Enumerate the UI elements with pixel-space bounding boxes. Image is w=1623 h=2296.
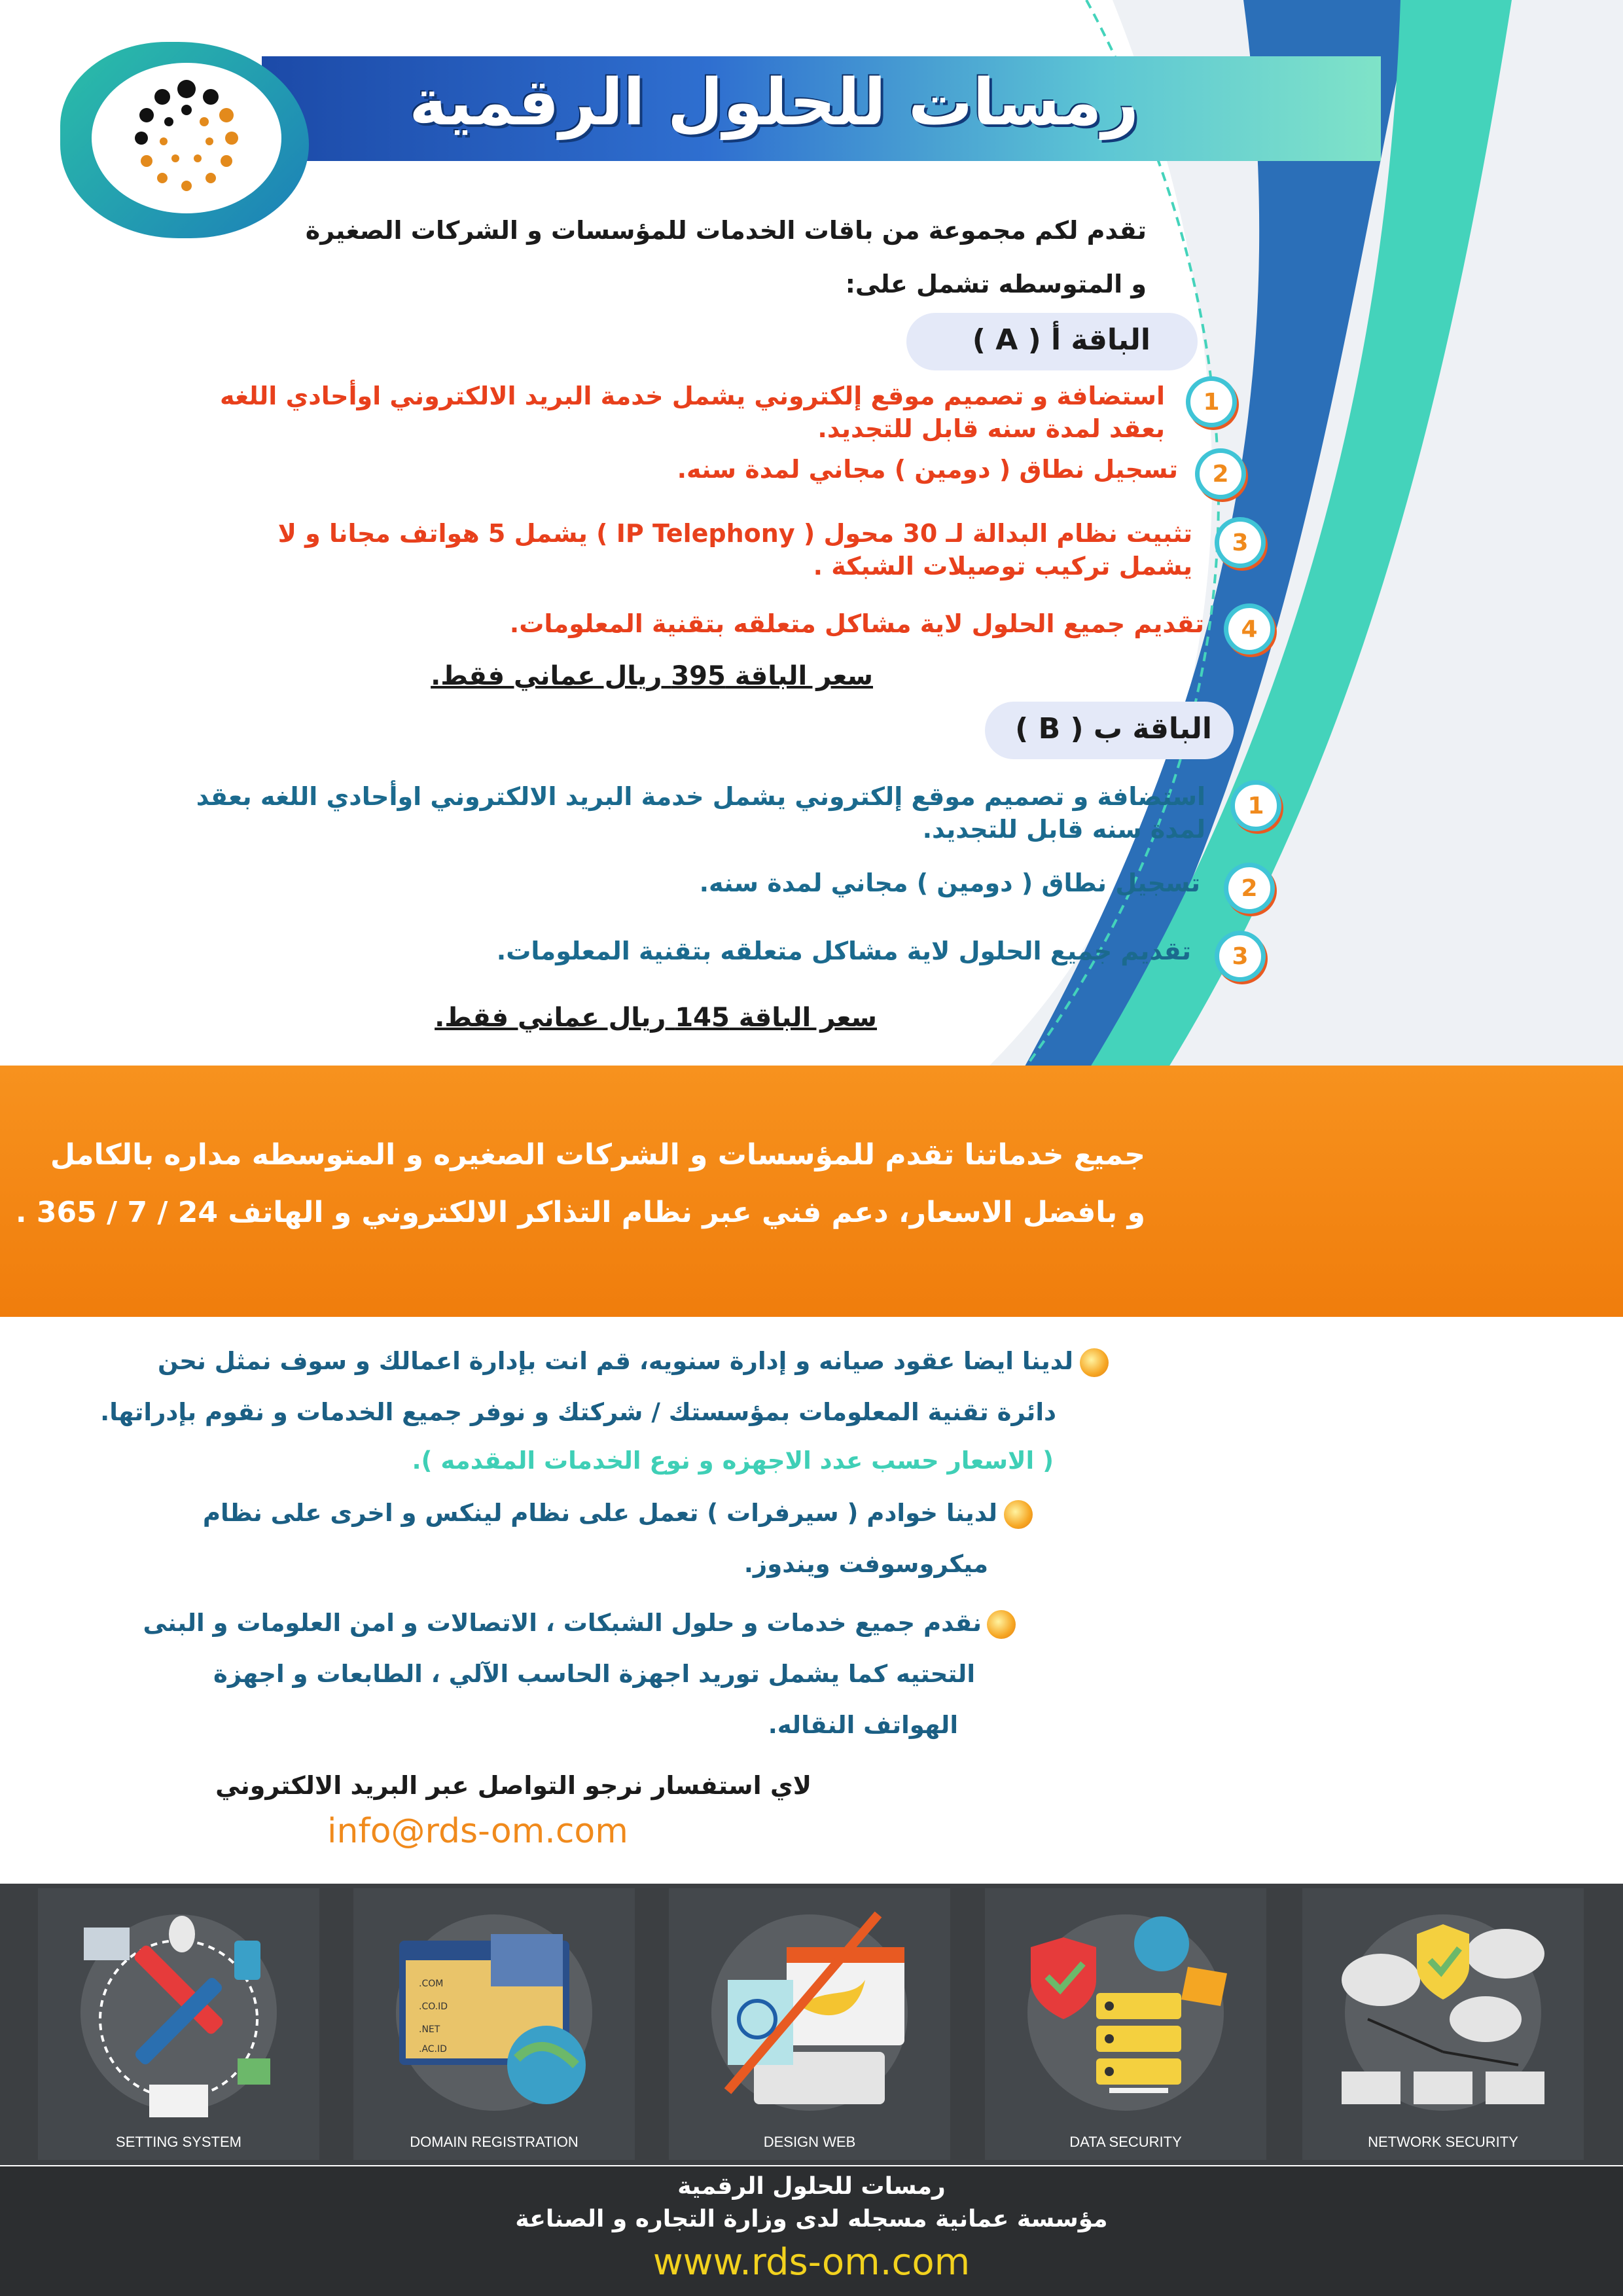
company-logo [92,63,281,213]
maintenance-line-1: لدينا ايضا عقود صيانه و إدارة سنويه، قم انت بإدارة اعمالك و سوف نمثل نحن [158,1347,1073,1375]
service-label: NETWORK SECURITY [1368,2134,1518,2150]
cloud-network-icon [1329,1908,1558,2124]
package-a-price: سعر الباقة 395 ريال عماني فقط. [431,661,873,691]
service-data-security [985,1888,1266,2160]
package-a-item-2-badge: 2 [1195,448,1246,499]
bullet-icon [1080,1348,1109,1377]
package-b-item-3-line-1: تقديم جميع الحلول لاية مشاكل متعلقه بتقنية المعلومات. [496,937,1191,965]
package-b-item-1-line-2: لمدة سنه قابل للتجديد. [922,815,1205,844]
maintenance-note: ( الاسعار حسب عدد الاجهزه و نوع الخدمات المقدمه ). [412,1446,1054,1475]
package-a-item-1-line-2: بعقد لمدة سنه قابل للتجديد. [817,414,1165,443]
tools-icon [77,1914,280,2117]
svg-text:.CO.ID: .CO.ID [419,2001,448,2012]
support-line-1: جميع خدماتنا تقدم للمؤسسات و الشركات الصغيره و المتوسطه مداره بالكامل [50,1138,1145,1172]
service-design-web [669,1888,950,2160]
contact-text: لاي استفسار نرجو التواصل عبر البريد الالكتروني [215,1771,812,1800]
package-a-item-4-line-1: تقديم جميع الحلول لاية مشاكل متعلقه بتقنية المعلومات. [509,609,1204,638]
service-domain-registration [353,1888,635,2160]
servers-line-2: ميكروسوفت ويندوز. [743,1550,988,1578]
intro-line-2: و المتوسطه تشمل على: [845,270,1147,298]
package-a-item-4-badge: 4 [1224,603,1275,655]
service-label: SETTING SYSTEM [116,2134,241,2150]
page-title: رمسات للحلول الرقمية [409,65,1139,140]
contact-email-link[interactable]: info@rds-om.com [327,1812,628,1851]
svg-text:.AC.ID: .AC.ID [419,2044,447,2054]
network-line-1: نقدم جميع خدمات و حلول الشبكات ، الاتصالات و امن العلومات و البنى [143,1609,982,1637]
intro-line-1: تقدم لكم مجموعة من باقات الخدمات للمؤسسات و الشركات الصغيرة [305,216,1147,245]
svg-text:.COM: .COM [419,1979,444,1989]
domain-icon [386,1914,602,2124]
footer-company-name: رمسات للحلول الرقمية [677,2173,946,2200]
service-network-security [1302,1888,1584,2160]
design-icon [702,1908,918,2124]
package-a-item-3-badge: 3 [1215,517,1266,568]
package-a-item-2-line-1: تسجيل نطاق ( دومين ) مجاني لمدة سنه. [677,455,1178,484]
package-a-item-1-badge: 1 [1186,376,1237,427]
package-b-item-3-badge: 3 [1215,931,1266,982]
service-label: DATA SECURITY [1069,2134,1182,2150]
footer-registration: مؤسسة عمانية مسجله لدى وزارة التجاره و الصناعة [515,2206,1108,2233]
network-line-3: الهواتف النقاله. [768,1711,958,1739]
package-b-item-2-badge: 2 [1224,863,1275,914]
package-b-item-1-badge: 1 [1230,780,1281,831]
service-setting-system [38,1888,319,2160]
footer-website-link[interactable]: www.rds-om.com [652,2241,971,2284]
package-a-label: الباقة أ ( A ) [972,323,1150,357]
package-b-item-1-line-1: استضافة و تصميم موقع إلكتروني يشمل خدمة البريد الالكتروني اوأحادي اللغه بعقد [196,782,1205,811]
logo-dots-icon [92,63,281,213]
network-line-2: التحتيه كما يشمل توريد اجهزة الحاسب الآلي ، الطابعات و اجهزة [213,1660,975,1688]
support-line-2: و بافضل الاسعار، دعم فني عبر نظام التذاكر الالكتروني و الهاتف 24 / 7 / 365 . [15,1196,1145,1229]
svg-text:.NET: .NET [419,2024,440,2035]
package-a-item-3-line-2: يشمل تركيب توصيلات الشبكة . [813,552,1192,581]
bullet-icon [987,1610,1016,1639]
service-label: DOMAIN REGISTRATION [410,2134,579,2150]
package-b-item-2-line-1: تسجيل نطاق ( دومين ) مجاني لمدة سنه. [699,869,1200,897]
servers-line-1: لدينا خوادم ( سيرفرات ) تعمل على نظام لينكس و اخرى على نظام [202,1499,997,1527]
package-a-item-3-line-1: تثبيت نظام البدالة لـ 30 محول ( IP Telephony ) يشمل 5 هواتف مجانا و لا [277,519,1192,548]
package-b-price: سعر الباقة 145 ريال عماني فقط. [435,1003,877,1033]
package-a-item-1-line-1: استضافة و تصميم موقع إلكتروني يشمل خدمة البريد الالكتروني اوأحادي اللغه [219,382,1165,410]
package-b-label: الباقة ب ( B ) [1015,712,1212,745]
service-label: DESIGN WEB [763,2134,856,2150]
bullet-icon [1004,1500,1033,1529]
server-shield-icon [1011,1908,1240,2124]
maintenance-line-2: دائرة تقنية المعلومات بمؤسستك / شركتك و نوفر جميع الخدمات و نقوم بإدراتها. [100,1398,1056,1426]
